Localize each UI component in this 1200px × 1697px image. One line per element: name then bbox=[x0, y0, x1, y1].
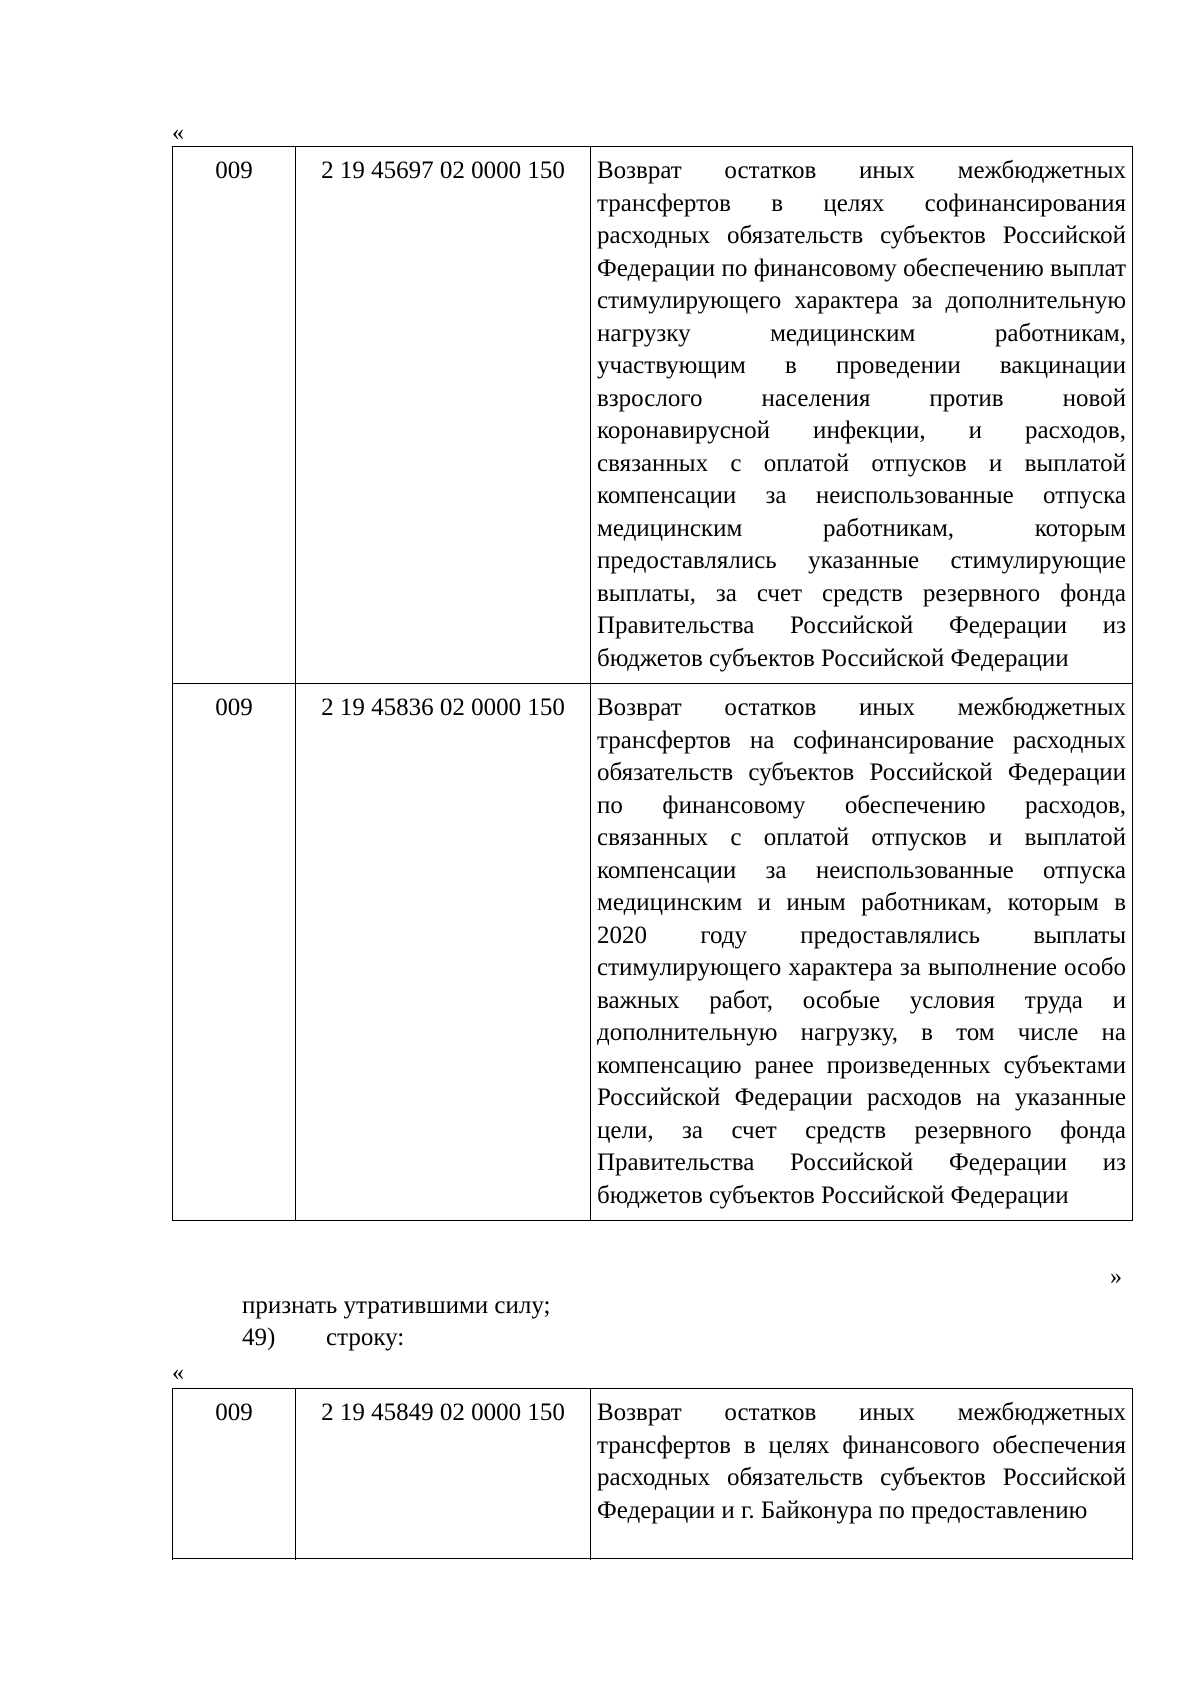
budget-code-table-2 bbox=[172, 1388, 1133, 1560]
description-cell: Возврат остатков иных межбюджетных трансфертов на софинансирование расходных обязательств субъектов Российской Федерации по финансовому обеспечению расходов, связанных с оплатой отпусков и выплатой компенсации за неиспользованные отпуска медицинским и иным работникам, которым в 2020 году предоставлялись выплаты стимулирующего характера за выполнение особо важных работ, особые условия труда и дополнительную нагрузку, в том числе на компенсацию ранее произведенных субъектами Российской Федерации расходов на указанные цели, за счет средств резервного фонда Правительства Российской Федерации из бюджетов субъектов Российской Федерации bbox=[591, 684, 1133, 1221]
kbk-code-cell: 2 19 45836 02 0000 150 bbox=[296, 684, 591, 1221]
kbk-code-cell: 2 19 45849 02 0000 150 bbox=[296, 1389, 591, 1561]
budget-code-table-1 bbox=[172, 146, 1133, 1221]
description-cell: Возврат остатков иных межбюджетных трансфертов в целях софинансирования расходных обязательств субъектов Российской Федерации по финансовому обеспечению выплат стимулирующего характера за дополнительную нагрузку медицинским работникам, участвующим в проведении вакцинации взрослого населения против новой коронавирусной инфекции, и расходов, связанных с оплатой отпусков и выплатой компенсации за неиспользованные отпуска медицинским работникам, которым предоставлялись указанные стимулирующие выплаты, за счет средств резервного фонда Правительства Российской Федерации из бюджетов субъектов Российской Федерации bbox=[591, 147, 1133, 684]
opening-quote-1: « bbox=[172, 120, 184, 146]
table-2-viewport bbox=[0, 1388, 1200, 1560]
table-row bbox=[173, 684, 1133, 1221]
item-text: строку: bbox=[326, 1324, 405, 1351]
admin-code-cell: 009 bbox=[173, 1389, 296, 1561]
item-number: 49) bbox=[242, 1324, 276, 1351]
opening-quote-2: « bbox=[172, 1360, 184, 1386]
admin-code-cell: 009 bbox=[173, 147, 296, 684]
description-cell: Возврат остатков иных межбюджетных трансфертов в целях финансового обеспечения расходных обязательств субъектов Российской Федерации и г. Байконура по предоставлению bbox=[591, 1389, 1133, 1561]
closing-quote-1: » bbox=[1110, 1264, 1122, 1290]
table-row bbox=[173, 147, 1133, 684]
table-2-bottom-border bbox=[172, 1558, 1133, 1559]
kbk-code-cell: 2 19 45697 02 0000 150 bbox=[296, 147, 591, 684]
table-row bbox=[173, 1389, 1133, 1561]
repealed-paragraph: признать утратившими силу; bbox=[242, 1292, 551, 1319]
admin-code-cell: 009 bbox=[173, 684, 296, 1221]
